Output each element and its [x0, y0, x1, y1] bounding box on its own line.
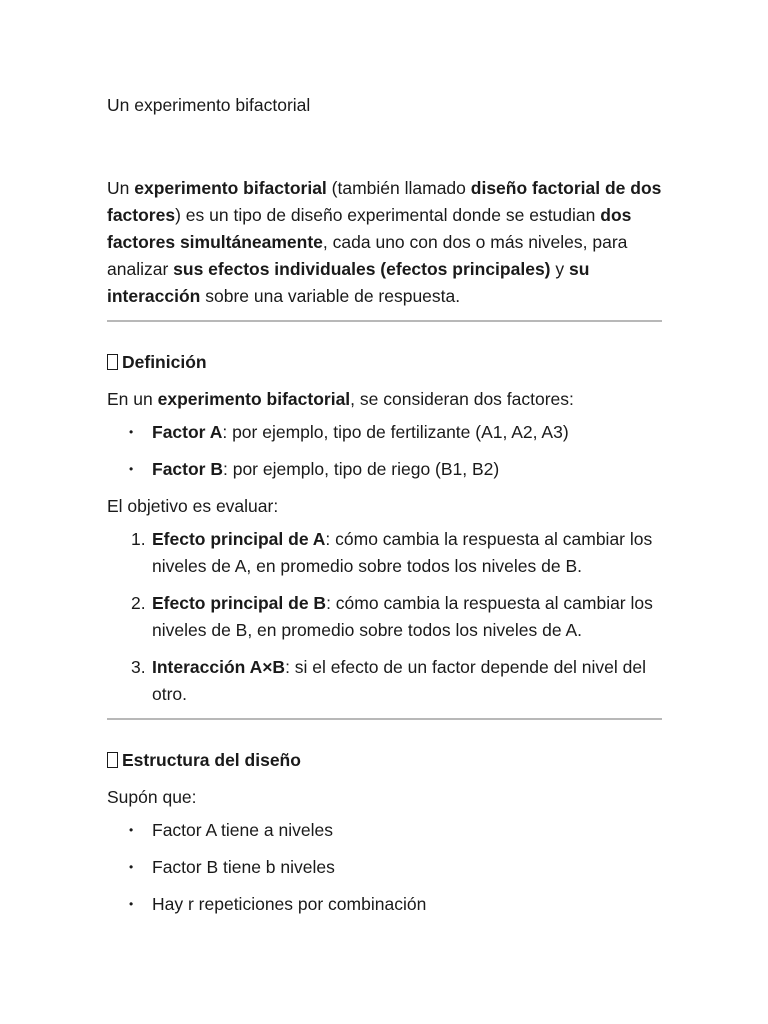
factor-label: Factor A	[152, 422, 223, 442]
bullet-icon: •	[129, 860, 134, 874]
intro-text-2: (también llamado	[326, 178, 471, 198]
structure-lead: Supón que:	[107, 787, 197, 807]
bullet-icon: •	[129, 897, 134, 911]
item-number: 1.	[131, 529, 146, 549]
item-number: 3.	[131, 657, 146, 677]
structure-item-text: Hay r repeticiones por combinación	[152, 894, 427, 914]
missing-glyph-icon	[107, 354, 118, 370]
missing-glyph-icon	[107, 752, 118, 768]
list-item	[107, 456, 662, 483]
bullet-icon: •	[129, 462, 134, 476]
objective-text: : si el efecto de un factor depende del nivel del otro.	[152, 657, 647, 704]
definition-lead-text-2: , se consideran dos factores:	[350, 389, 574, 409]
structure-list	[107, 817, 662, 918]
structure-item-text: Factor B tiene b niveles	[152, 857, 335, 877]
structure-heading	[107, 747, 662, 774]
bullet-icon: •	[129, 823, 134, 837]
structure-heading-text: Estructura del diseño	[122, 750, 301, 770]
definition-heading-text: Definición	[122, 352, 207, 372]
list-item	[107, 419, 662, 446]
intro-text-4: , cada uno con dos o más niveles, para analizar	[107, 232, 628, 279]
factor-text: : por ejemplo, tipo de fertilizante (A1, A2, A3)	[222, 422, 569, 442]
definition-lead-text-1: En un	[107, 389, 158, 409]
factor-text: : por ejemplo, tipo de riego (B1, B2)	[222, 459, 500, 479]
list-item	[107, 654, 662, 708]
list-item	[107, 590, 662, 644]
item-number: 2.	[131, 593, 146, 613]
intro-bold-1: experimento bifactorial	[134, 178, 327, 198]
intro-bold-2: diseño factorial de dos factores	[107, 178, 662, 225]
intro-bold-3: dos factores simultáneamente	[107, 205, 632, 252]
list-item	[107, 854, 662, 881]
objectives-list	[107, 526, 662, 708]
list-item	[107, 817, 662, 844]
objective-label: Interacción A×B	[152, 657, 286, 677]
factors-list	[107, 419, 662, 483]
list-item	[107, 526, 662, 580]
definition-lead	[107, 386, 662, 413]
intro-text-1: Un	[107, 178, 135, 198]
intro-bold-5: su interacción	[107, 259, 590, 306]
section-divider	[107, 718, 662, 720]
intro-text-6: sobre una variable de respuesta.	[200, 286, 461, 306]
structure-item-text: Factor A tiene a niveles	[152, 820, 333, 840]
intro-bold-4: sus efectos individuales (efectos principales)	[173, 259, 551, 279]
definition-lead-bold: experimento bifactorial	[157, 389, 351, 409]
factor-label: Factor B	[152, 459, 223, 479]
document-page	[107, 92, 662, 928]
section-divider	[107, 320, 662, 322]
intro-text-5: y	[550, 259, 569, 279]
intro-text-3: ) es un tipo de diseño experimental donde se estudian	[175, 205, 601, 225]
objective-text: : cómo cambia la respuesta al cambiar los niveles de B, en promedio sobre todos los niveles de A.	[152, 593, 653, 640]
document-title: Un experimento bifactorial	[107, 95, 311, 115]
definition-heading	[107, 349, 662, 376]
objective-lead: El objetivo es evaluar:	[107, 496, 279, 516]
objective-label: Efecto principal de A	[152, 529, 326, 549]
intro-paragraph	[107, 175, 662, 310]
list-item	[107, 891, 662, 918]
objective-label: Efecto principal de B	[152, 593, 327, 613]
bullet-icon: •	[129, 425, 134, 439]
objective-text: : cómo cambia la respuesta al cambiar los niveles de A, en promedio sobre todos los niveles de B.	[152, 529, 653, 576]
